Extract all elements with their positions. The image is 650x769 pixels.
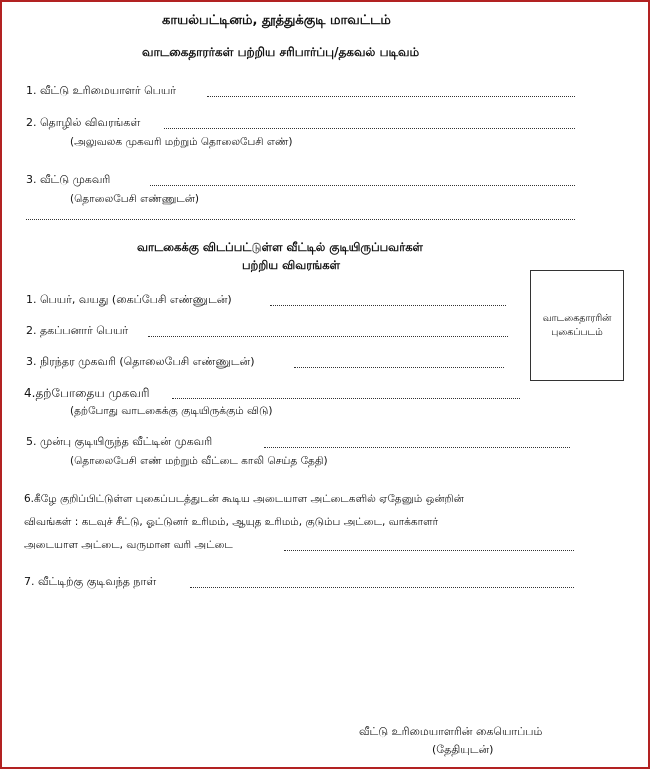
previous-address-note: (தொலைபேசி எண் மற்றும் வீட்டை காலி செய்த தேதி) [70, 455, 328, 467]
current-address-field[interactable] [172, 398, 520, 399]
id-card-field[interactable] [284, 550, 574, 551]
house-address-note: (தொலைபேசி எண்ணுடன்) [70, 193, 199, 205]
signature-date-note: (தேதியுடன்) [432, 743, 494, 756]
id-card-label-2: விவங்கள் : கடவுச் சீட்டு, ஓட்டுனர் உரிமம், ஆயுத உரிமம், குடும்ப அட்டை, வாக்காளர் [24, 516, 439, 528]
tenant-name-age-field[interactable] [270, 305, 506, 306]
tenant-section-heading-2: பற்றிய விவரங்கள் [242, 258, 340, 272]
owner-signature-label: வீட்டு உரிமையாளரின் கையொப்பம் [359, 725, 543, 738]
house-address-label: 3. வீட்டு முகவரி [26, 173, 111, 186]
form-title: காயல்பட்டினம், தூத்துக்குடி மாவட்டம் [162, 13, 391, 28]
id-card-label-1: 6.கீழே குறிப்பிட்டுள்ள புகைப்படத்துடன் கூடிய அடையாள அட்டைகளில் ஏதேனும் ஒன்றின் [24, 493, 464, 505]
move-in-date-field[interactable] [190, 587, 574, 588]
photo-box-label-1: வாடகைதாரரின் [542, 312, 612, 324]
move-in-date-label: 7. வீட்டிற்கு குடிவந்த நாள் [24, 575, 157, 588]
permanent-address-field[interactable] [294, 367, 504, 368]
previous-address-field[interactable] [264, 447, 570, 448]
id-card-label-3: அடையாள அட்டை, வருமான வரி அட்டை [24, 539, 233, 551]
current-address-label: 4.தற்போதைய முகவரி [24, 386, 150, 400]
previous-address-label: 5. முன்பு குடியிருந்த வீட்டின் முகவரி [26, 435, 213, 448]
occupation-note: (அலுவலக முகவரி மற்றும் தொலைபேசி எண்) [70, 136, 293, 148]
current-address-note: (தற்போது வாடகைக்கு குடியிருக்கும் விடு) [70, 405, 273, 417]
house-address-field[interactable] [150, 185, 575, 186]
photo-box-label-2: புகைப்படம் [551, 326, 603, 338]
occupation-label: 2. தொழில் விவரங்கள் [26, 116, 141, 129]
father-name-field[interactable] [148, 336, 508, 337]
father-name-label: 2. தகப்பனார் பெயர் [26, 324, 129, 337]
owner-name-label: 1. வீட்டு உரிமையாளர் பெயர் [26, 84, 177, 97]
tenant-name-age-label: 1. பெயர், வயது (கைப்பேசி எண்ணுடன்) [26, 293, 232, 306]
occupation-field[interactable] [164, 128, 575, 129]
house-address-extra-field[interactable] [26, 219, 575, 220]
permanent-address-label: 3. நிரந்தர முகவரி (தொலைபேசி எண்ணுடன்) [26, 355, 255, 368]
form-subtitle: வாடகைதாரர்கள் பற்றிய சரிபார்ப்பு/தகவல் படிவம் [142, 45, 420, 59]
tenant-section-heading: வாடகைக்கு விடப்பட்டுள்ள வீட்டில் குடியிருப்பவர்கள் [137, 240, 423, 254]
tenant-photo-box [530, 270, 624, 381]
owner-name-field[interactable] [207, 96, 575, 97]
